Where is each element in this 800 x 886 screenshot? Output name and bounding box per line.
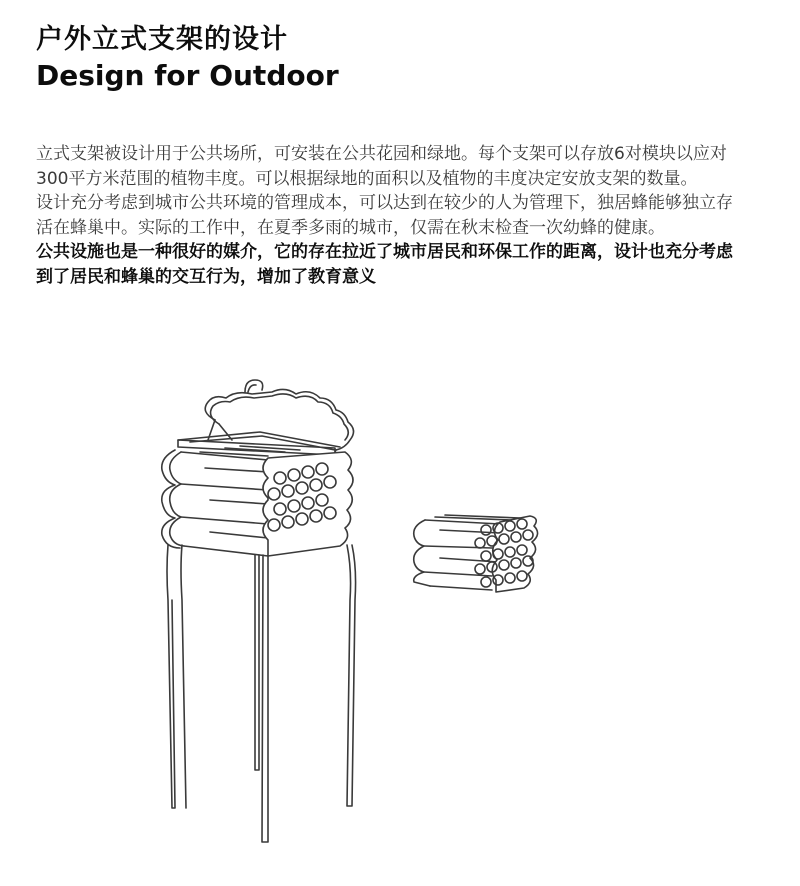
product-illustration <box>0 360 800 886</box>
page-title-english: Design for Outdoor <box>36 59 339 92</box>
description-paragraph-2: 设计充分考虑到城市公共环境的管理成本，可以达到在较少的人为管理下，独居蜂能够独立存活在蜂巢中。实际的工作中，在夏季多雨的城市，仅需在秋末检查一次幼蜂的健康。 <box>36 193 733 238</box>
standing-stand-drawing <box>162 380 356 842</box>
page-title-chinese: 户外立式支架的设计 <box>36 24 288 55</box>
description-paragraph-bold: 公共设施也是一种很好的媒介，它的存在拉近了城市居民和环保工作的距离，设计也充分考虑到了居民和蜂巢的交互行为，增加了教育意义 <box>36 242 733 287</box>
description-block <box>36 142 746 289</box>
nest-module-drawing <box>414 515 538 592</box>
description-paragraph-1: 立式支架被设计用于公共场所，可安装在公共花园和绿地。每个支架可以存放6对模块以应对300平方米范围的植物丰度。可以根据绿地的面积以及植物的丰度决定安放支架的数量。 <box>36 144 727 189</box>
stand-legs <box>167 545 356 842</box>
stand-body <box>162 446 353 556</box>
